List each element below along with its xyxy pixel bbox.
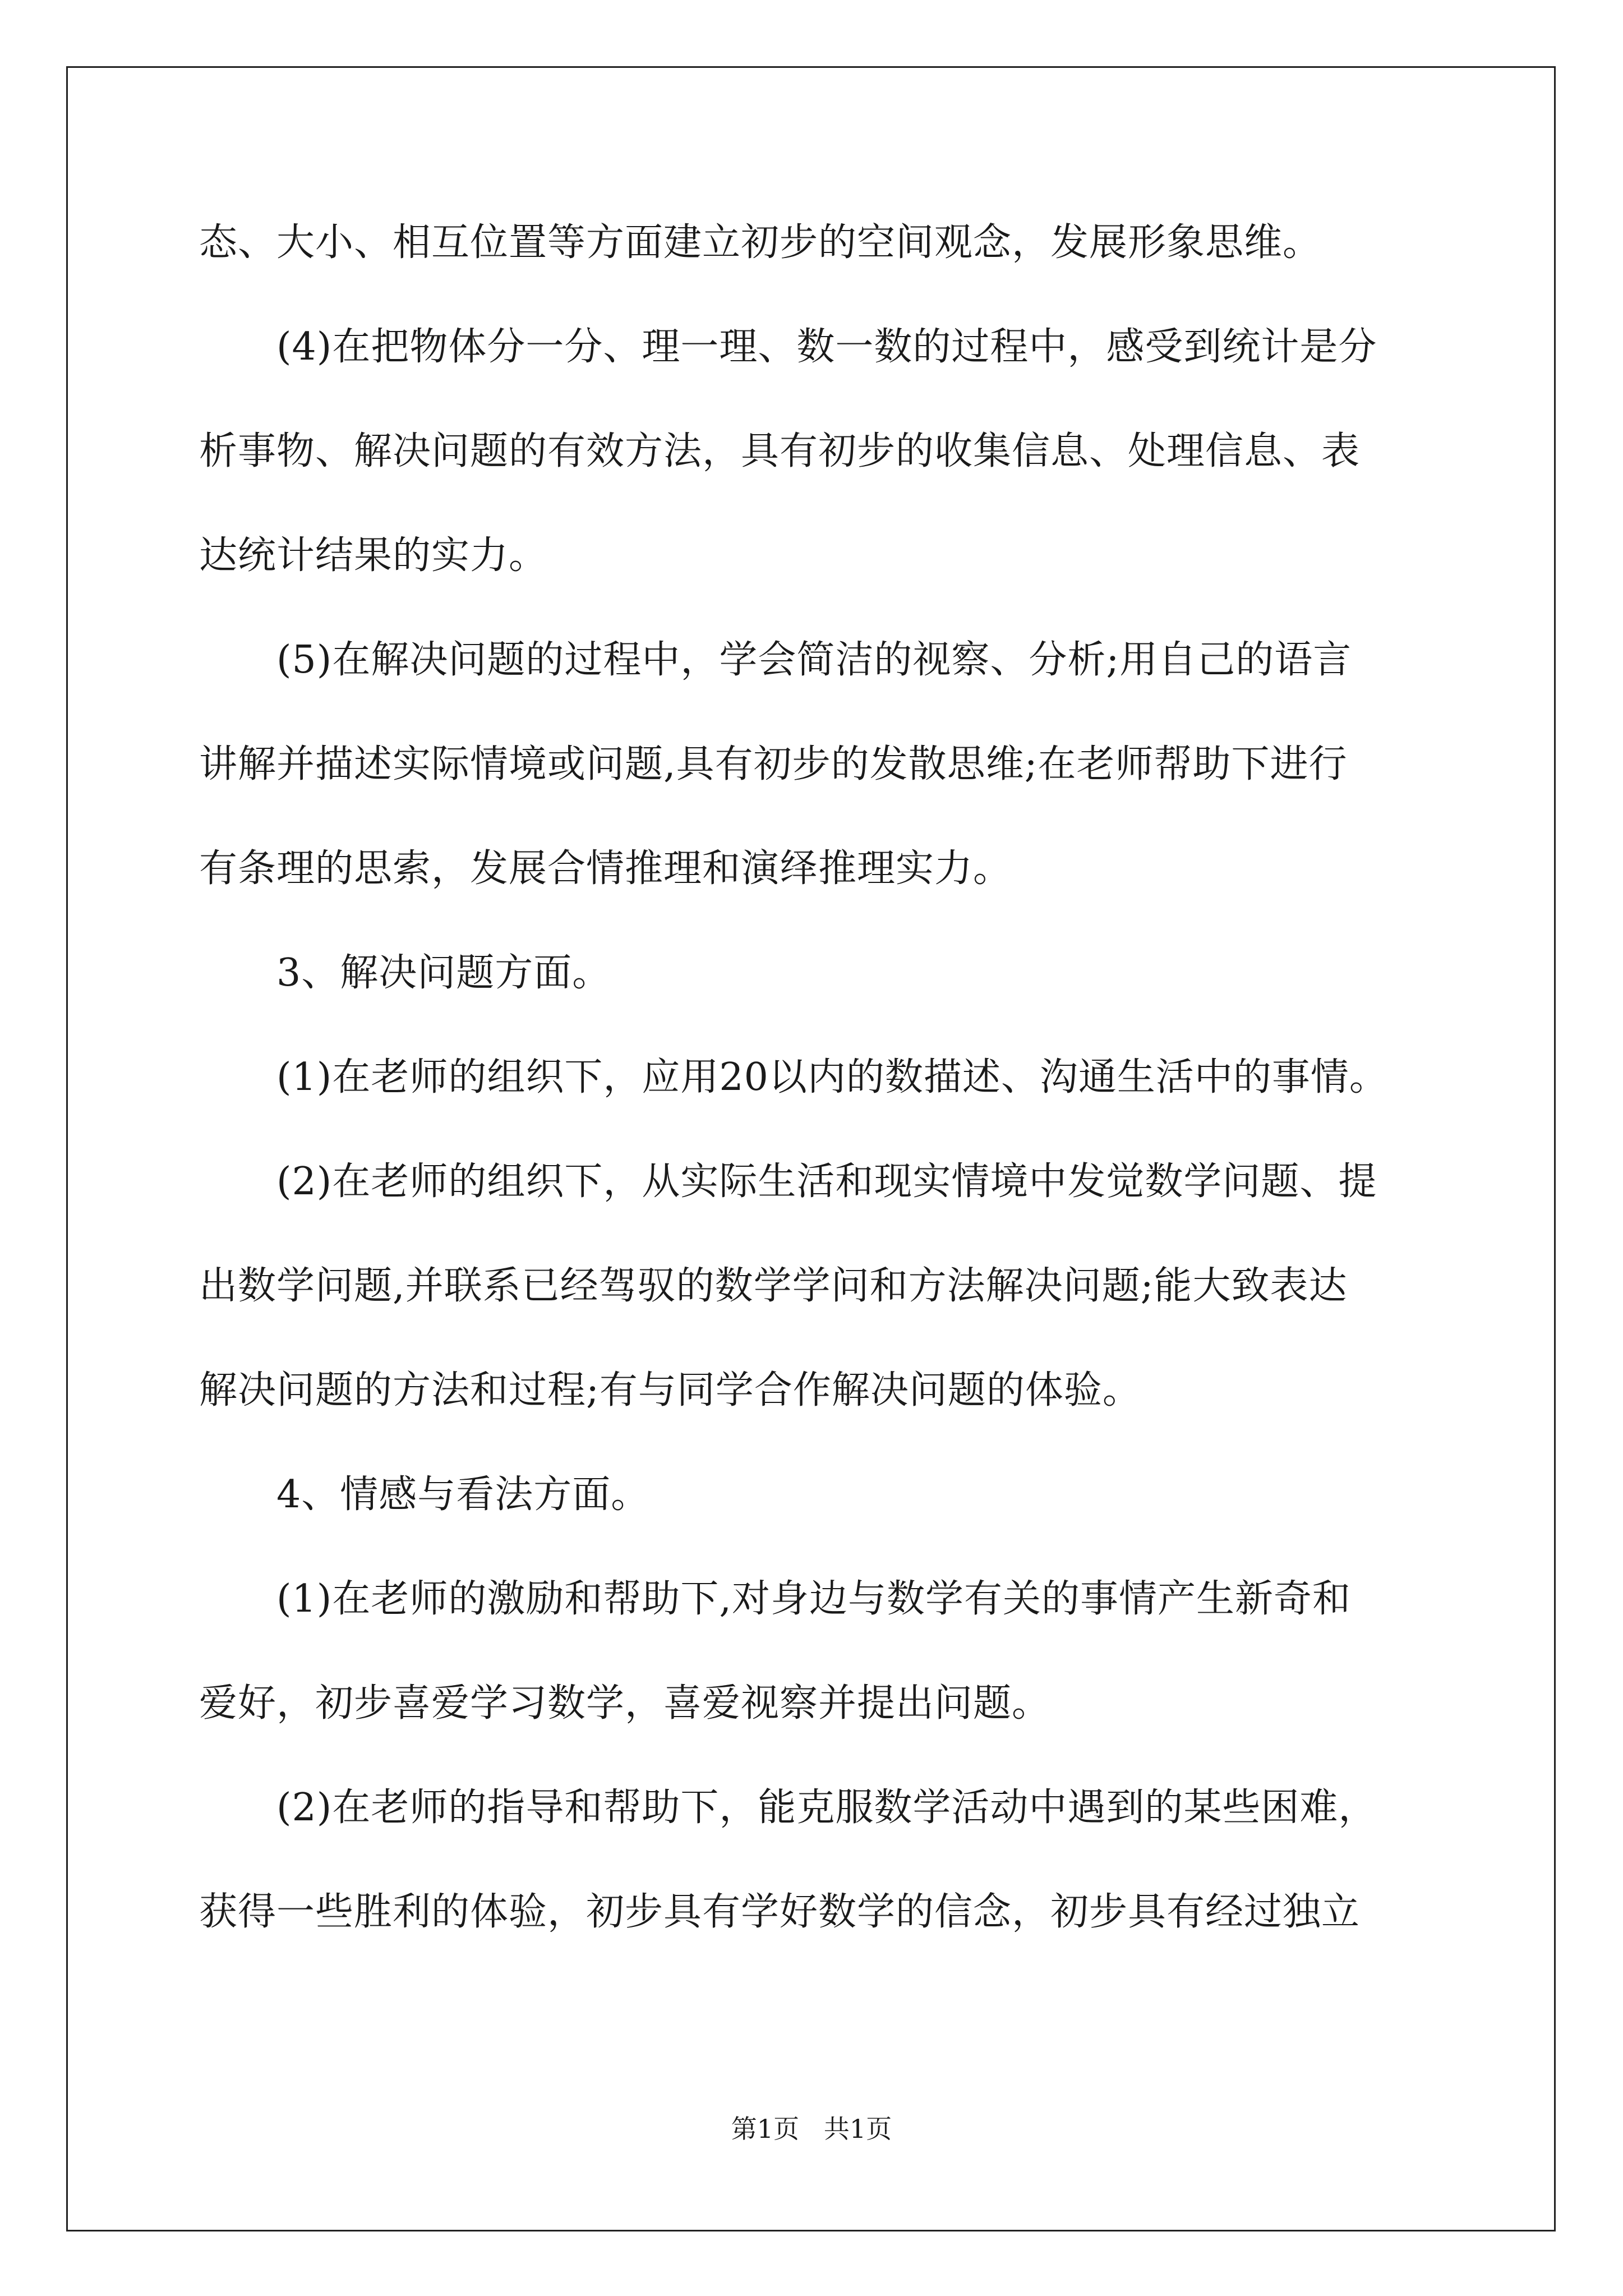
text-line-15: 爱好，初步喜爱学习数学，喜爱视察并提出问题。 bbox=[199, 1681, 1051, 1726]
text-line-6: 讲解并描述实际情境或问题,具有初步的发散思维;在老师帮助下进行 bbox=[199, 742, 1348, 786]
section-heading-4: 4、情感与看法方面。 bbox=[276, 1473, 650, 1517]
text-line-2: (4)在把物体分一分、理一理、数一数的过程中，感受到统计是分 bbox=[276, 325, 1377, 369]
text-line-5: (5)在解决问题的过程中，学会简洁的视察、分析;用自己的语言 bbox=[276, 638, 1352, 682]
page-number-footer: 第1页 共1页 bbox=[731, 2114, 892, 2144]
text-line-3: 析事物、解决问题的有效方法，具有初步的收集信息、处理信息、表 bbox=[199, 429, 1361, 473]
text-line-17: 获得一些胜利的体验，初步具有学好数学的信念，初步具有经过独立 bbox=[199, 1890, 1361, 1934]
text-line-4: 达统计结果的实力。 bbox=[199, 533, 548, 578]
section-heading-3: 3、解决问题方面。 bbox=[276, 951, 611, 995]
text-line-1: 态、大小、相互位置等方面建立初步的空间观念，发展形象思维。 bbox=[199, 220, 1322, 265]
text-line-7: 有条理的思索，发展合情推理和演绎推理实力。 bbox=[199, 846, 1012, 891]
text-line-14: (1)在老师的激励和帮助下,对身边与数学有关的事情产生新奇和 bbox=[276, 1577, 1351, 1621]
document-body bbox=[199, 191, 1433, 1964]
text-line-12: 解决问题的方法和过程;有与同学合作解决问题的体验。 bbox=[199, 1368, 1141, 1412]
text-line-11: 出数学问题,并联系已经驾驭的数学学问和方法解决问题;能大致表达 bbox=[199, 1264, 1348, 1308]
text-line-16: (2)在老师的指导和帮助下，能克服数学活动中遇到的某些困难， bbox=[276, 1786, 1377, 1830]
text-line-10: (2)在老师的组织下，从实际生活和现实情境中发觉数学问题、提 bbox=[276, 1159, 1377, 1204]
text-line-9: (1)在老师的组织下，应用20以内的数描述、沟通生活中的事情。 bbox=[276, 1055, 1388, 1099]
